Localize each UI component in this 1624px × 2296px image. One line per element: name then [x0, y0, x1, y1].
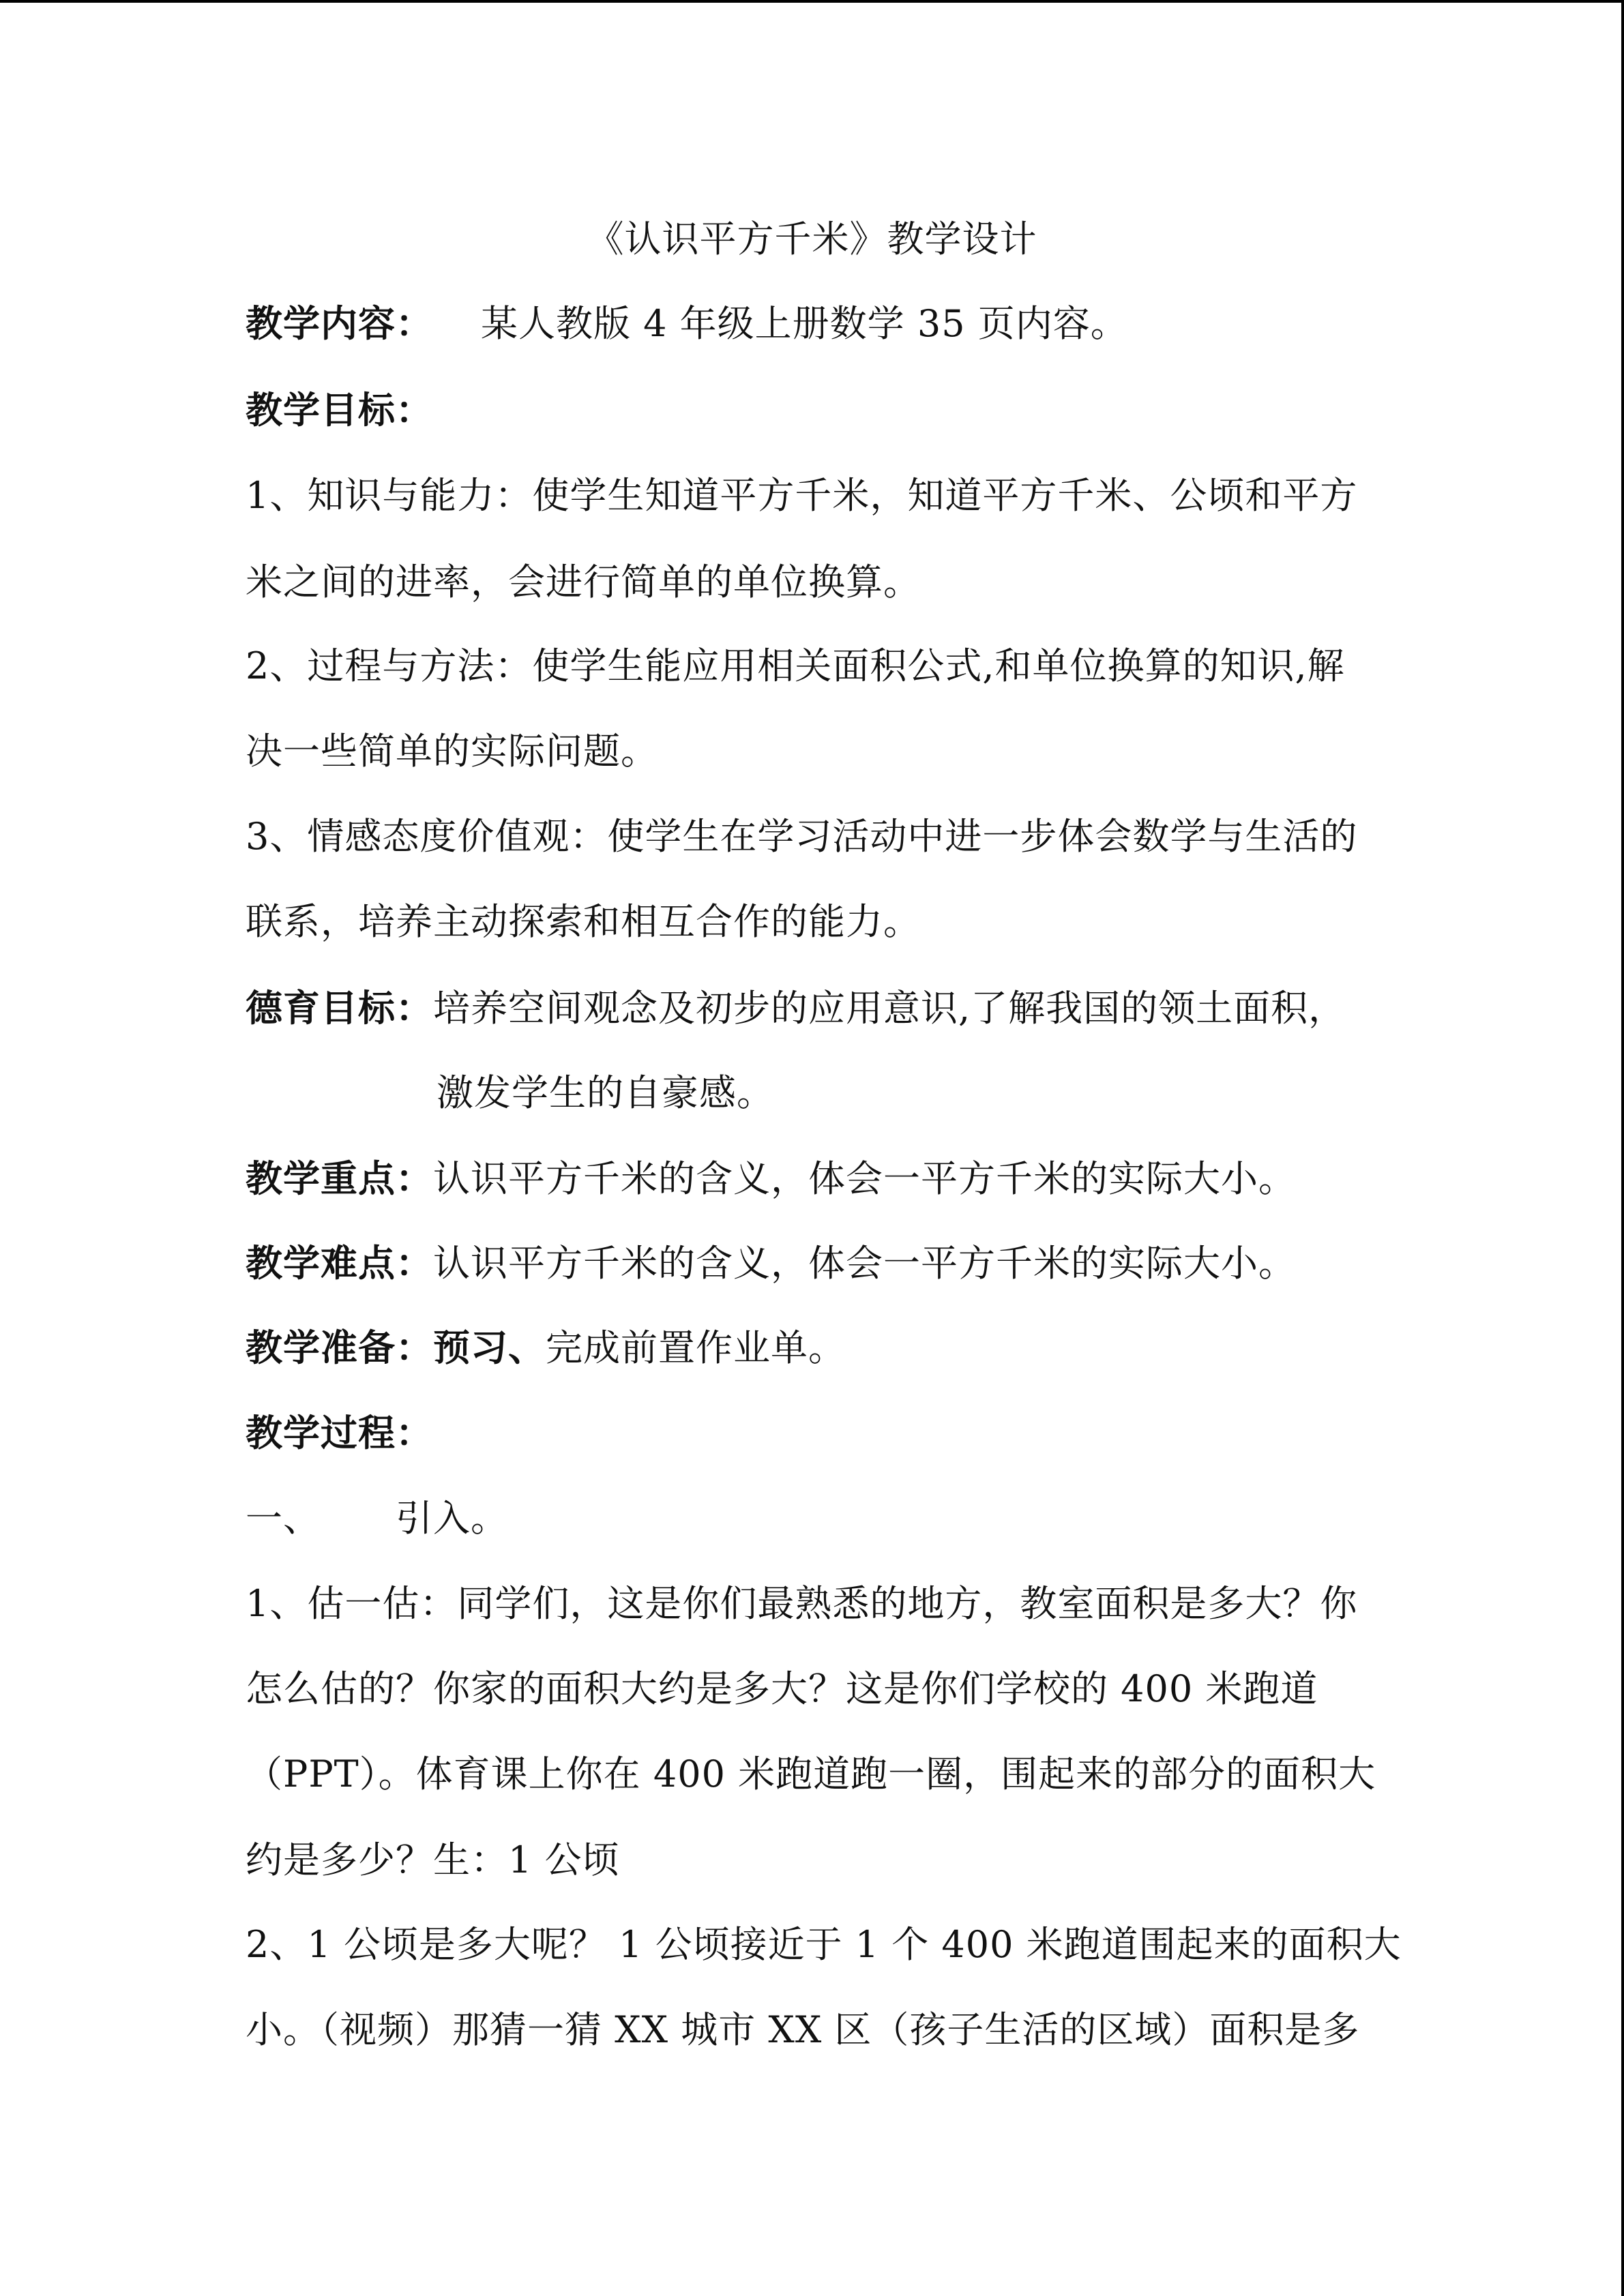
preparation-bold-text: 预习、: [433, 1326, 546, 1369]
process-line-2: 怎么估的？你家的面积大约是多大？这是你们学校的 400 米跑道: [246, 1667, 1318, 1710]
document-title: 《认识平方千米》教学设计: [587, 218, 1037, 260]
objective-line-6: 联系，培养主动探索和相互合作的能力。: [246, 900, 921, 943]
moral-label: 德育目标：: [246, 987, 433, 1030]
objective-line-5: 3、情感态度价值观：使学生在学习活动中进一步体会数学与生活的: [246, 815, 1358, 858]
content-text: 某人教版 4 年级上册数学 35 页内容。: [481, 302, 1128, 345]
section-title: 引入。: [396, 1497, 508, 1540]
content-line: [246, 300, 1391, 348]
key-point-line: [246, 1155, 1391, 1203]
difficult-point-label: 教学难点：: [246, 1242, 433, 1285]
moral-line: [246, 985, 1391, 1032]
key-point-text: 认识平方千米的含义，体会一平方千米的实际大小。: [433, 1157, 1296, 1200]
preparation-line: [246, 1324, 1391, 1372]
section-heading: [246, 1495, 1391, 1542]
process-label: 教学过程：: [246, 1412, 433, 1455]
process-line-5: 2、1 公顷是多大呢？ 1 公顷接近于 1 个 400 米跑道围起来的面积大: [246, 1923, 1402, 1966]
section-number: 一、: [246, 1497, 321, 1540]
preparation-label: 教学准备：: [246, 1326, 433, 1369]
process-line-3: （PPT）。体育课上你在 400 米跑道跑一圈，围起来的部分的面积大: [246, 1753, 1376, 1795]
process-line-1: 1、估一估：同学们，这是你们最熟悉的地方，教室面积是多大？你: [246, 1582, 1358, 1625]
preparation-text: 完成前置作业单。: [546, 1326, 846, 1369]
objective-line-1: 1、知识与能力：使学生知道平方千米，知道平方千米、公顷和平方: [246, 474, 1358, 517]
moral-text-2: 激发学生的自豪感。: [437, 1071, 774, 1114]
objectives-label: 教学目标：: [246, 389, 433, 432]
objective-line-3: 2、过程与方法：使学生能应用相关面积公式,和单位换算的知识,解: [246, 644, 1345, 687]
difficult-point-line: [246, 1240, 1391, 1287]
difficult-point-text: 认识平方千米的含义，体会一平方千米的实际大小。: [433, 1242, 1296, 1285]
process-line-4: 约是多少？生：1 公顷: [246, 1838, 620, 1881]
key-point-label: 教学重点：: [246, 1157, 433, 1200]
objective-line-2: 米之间的进率，会进行简单的单位换算。: [246, 561, 921, 603]
moral-text-1: 培养空间观念及初步的应用意识,了解我国的领土面积，: [433, 987, 1346, 1030]
content-label: 教学内容：: [246, 302, 433, 345]
process-line-6: 小。（视频）那猜一猜 XX 城市 XX 区（孩子生活的区域）面积是多: [246, 2008, 1360, 2051]
objective-line-4: 决一些简单的实际问题。: [246, 730, 658, 773]
